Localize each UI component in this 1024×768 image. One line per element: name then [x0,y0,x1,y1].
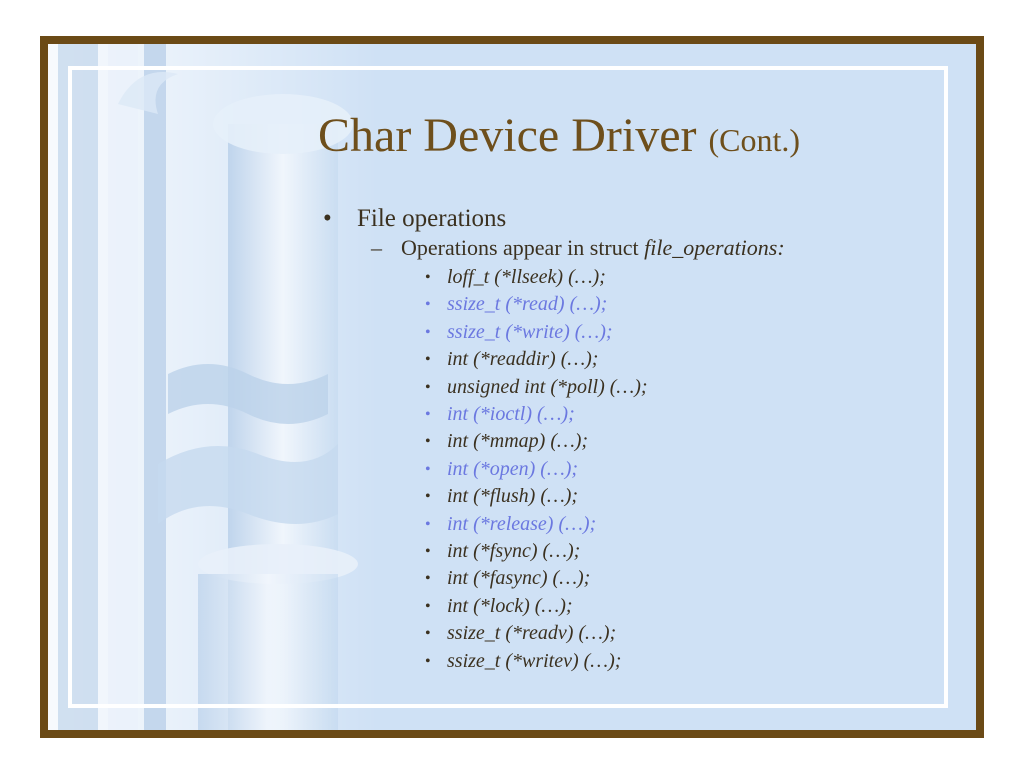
title-suffix: (Cont.) [708,122,801,158]
bullet-marker: • [323,205,332,232]
struct-name: file_operations: [644,235,785,260]
operation-text: ssize_t (*read) (…); [447,293,608,316]
bullet-dot: • [425,515,431,533]
bullet-dot: • [425,625,431,643]
bullet-dot: • [425,378,431,396]
operation-text: unsigned int (*poll) (…); [447,375,648,398]
title-main: Char Device Driver [318,109,697,162]
operation-text: int (*release) (…); [447,512,597,535]
bullet-dot: • [425,652,431,670]
operation-item [323,620,943,647]
operation-item [323,593,943,620]
operation-text: int (*open) (…); [447,457,579,480]
operation-text: int (*fsync) (…); [447,540,581,563]
operation-item [323,346,943,373]
operation-text: int (*readdir) (…); [447,348,599,371]
bullet-file-operations [323,204,943,234]
operation-item [323,374,943,401]
bullet-text: File operations [357,205,507,232]
operation-text: loff_t (*llseek) (…); [447,266,606,288]
bullet-dot: • [425,433,431,451]
operation-text: ssize_t (*write) (…); [447,320,613,343]
bullet-dot: • [425,543,431,561]
operation-item [323,428,943,455]
operations-list [323,264,943,675]
slide-title [318,108,800,163]
operation-text: int (*ioctl) (…); [447,403,575,426]
operation-text: ssize_t (*writev) (…); [447,649,622,672]
bullet-dot: • [425,269,431,286]
operation-text: int (*flush) (…); [447,485,579,508]
bullet-dot: • [425,406,431,424]
operation-item [323,511,943,538]
sub-bullet [323,234,943,262]
operation-text: ssize_t (*readv) (…); [447,622,617,645]
bullet-dot: • [425,351,431,369]
bullet-dot: • [425,570,431,588]
operation-item [323,565,943,592]
operation-item [323,401,943,428]
bullet-dot: • [425,296,431,314]
operation-item [323,291,943,318]
operation-item [323,648,943,675]
bullet-dot: • [425,597,431,615]
dash-marker: – [371,235,382,260]
slide [48,44,976,730]
operation-item [323,319,943,346]
operation-item [323,456,943,483]
operation-text: int (*mmap) (…); [447,430,589,453]
slide-content [323,204,943,675]
operation-item [323,538,943,565]
operation-text: int (*fasync) (…); [447,567,591,590]
sub-bullet-text: Operations appear in struct [401,235,639,260]
operation-item [323,264,943,291]
operation-text: int (*lock) (…); [447,594,573,617]
operation-item [323,483,943,510]
bullet-dot: • [425,460,431,478]
bullet-dot: • [425,488,431,506]
bullet-dot: • [425,323,431,341]
